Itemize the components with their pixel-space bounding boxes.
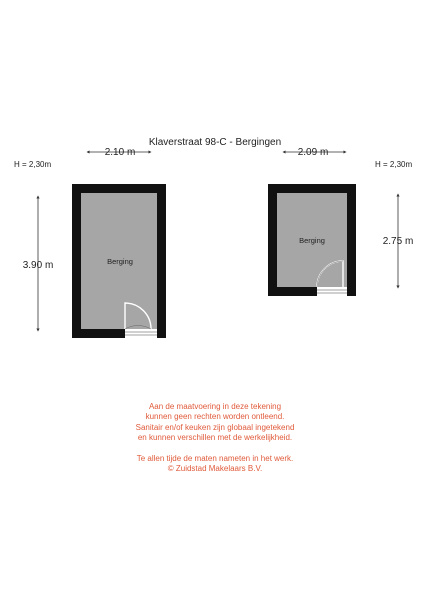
room-2-width-label: 2.09 m (297, 147, 329, 158)
room-1-door-opening (125, 329, 157, 338)
room-2-depth-label: 2.75 m (382, 236, 414, 247)
room-1-height-label: H = 2,30m (14, 160, 52, 169)
plan-title: Klaverstraat 98-C - Bergingen (148, 137, 282, 148)
disclaimer-note: Te allen tijde de maten nameten in het werk. (136, 453, 294, 463)
room-1 (14, 147, 166, 338)
disclaimer-line: en kunnen verschillen met de werkelijkheid. (137, 433, 293, 443)
disclaimer-line: Aan de maatvoering in deze tekening (148, 402, 282, 411)
room-1-name: Berging (107, 257, 133, 266)
disclaimer-line: kunnen geen rechten worden ontleend. (145, 412, 285, 422)
copyright: © Zuidstad Makelaars B.V. (167, 464, 263, 474)
room-1-width-label: 2.10 m (104, 147, 136, 158)
room-2 (268, 147, 413, 296)
room-2-height-label: H = 2,30m (375, 160, 413, 169)
room-2-door-opening (317, 287, 347, 296)
disclaimer-line: Sanitair en/of keuken zijn globaal ingetekend (135, 422, 295, 432)
room-2-name: Berging (299, 236, 325, 245)
room-1-depth-label: 3.90 m (22, 260, 54, 271)
disclaimer (0, 402, 430, 474)
